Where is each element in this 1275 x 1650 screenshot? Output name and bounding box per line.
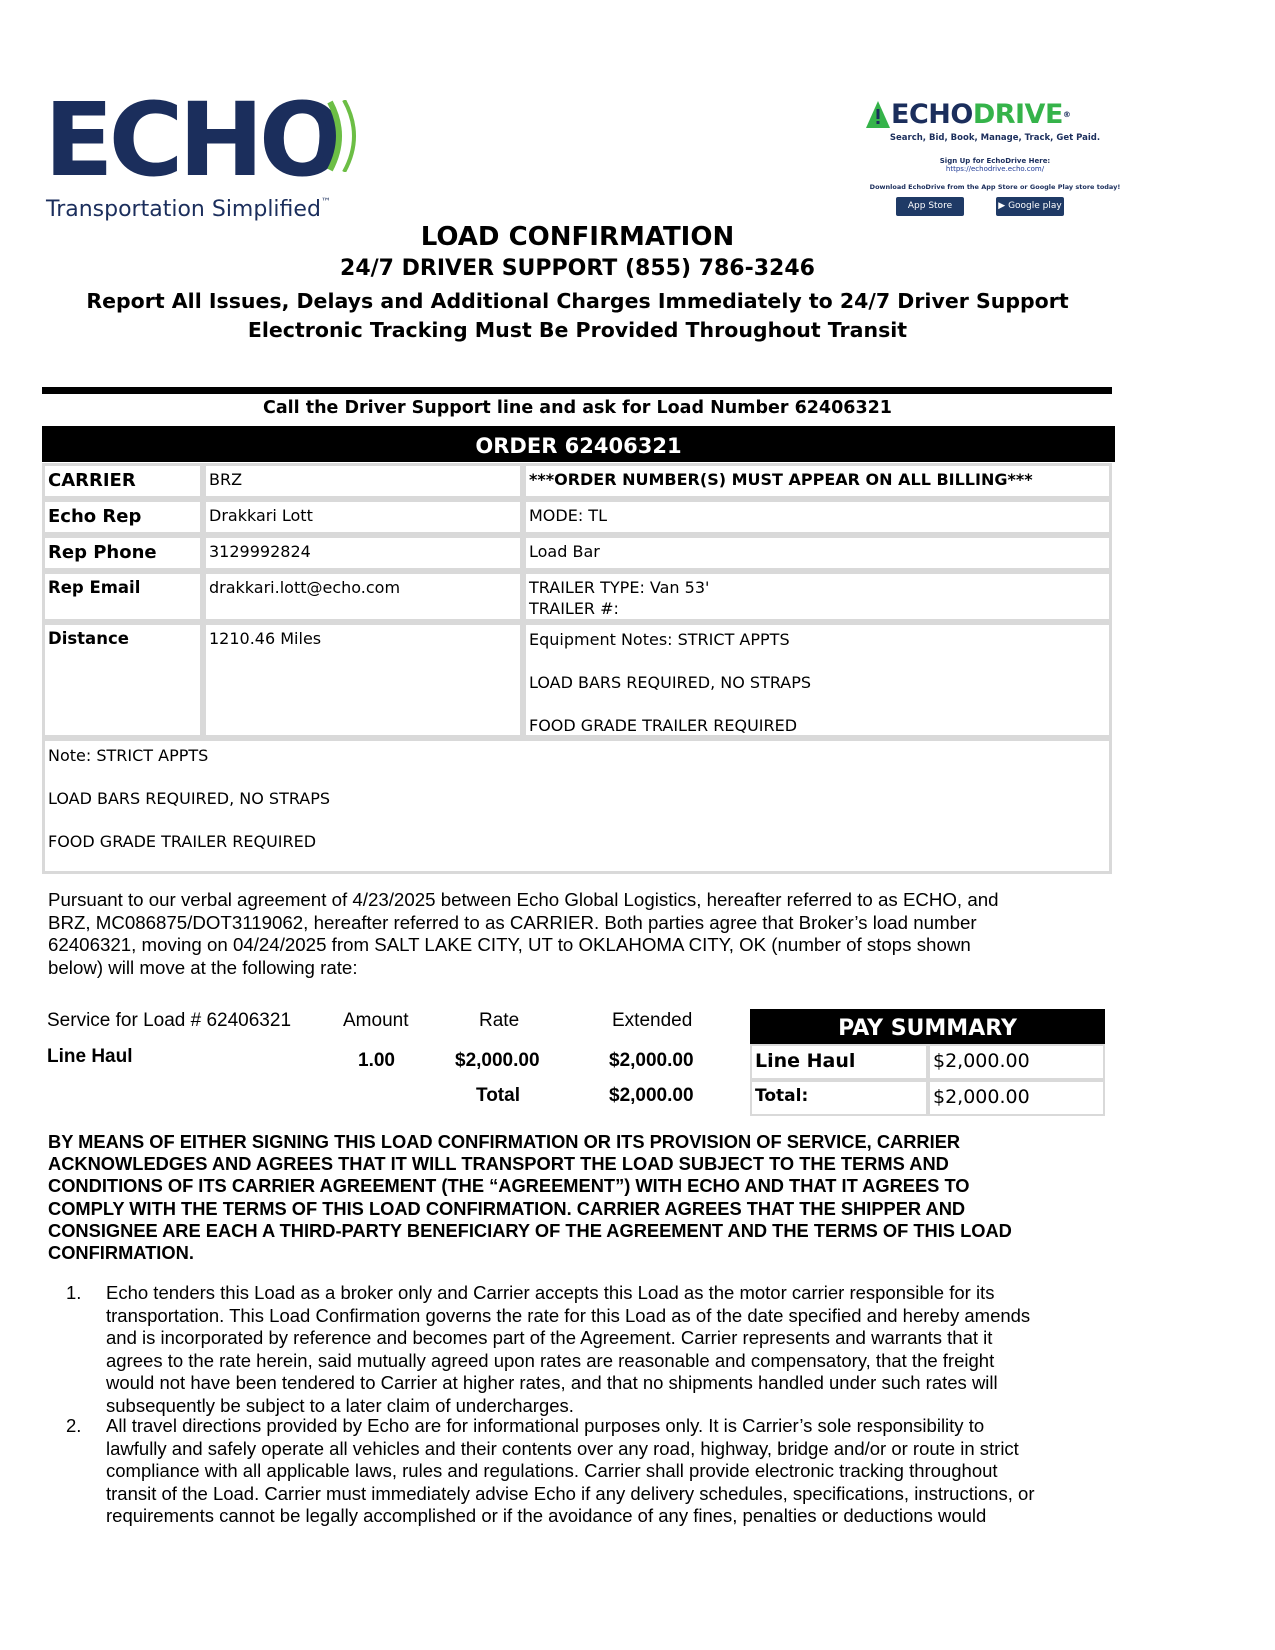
pay-total-value: $2,000.00 — [928, 1080, 1105, 1116]
echodrive-drive: DRIVE — [972, 99, 1063, 130]
report-notice: Report All Issues, Delays and Additional Charges Immediately to 24/7 Driver Support — [86, 289, 1069, 313]
app-store-label: App Store — [907, 201, 953, 211]
term-number: 2. — [66, 1415, 82, 1436]
term-line: transportation. This Load Confirmation governs the rate for this Load as of the date specified and hereby amends — [106, 1304, 1031, 1326]
equipment-note-1: Equipment Notes: STRICT APPTS — [529, 630, 790, 649]
echodrive-promo — [865, 100, 1125, 221]
echodrive-signup-label: Sign Up for EchoDrive Here: — [939, 157, 1051, 165]
billing-notice: ***ORDER NUMBER(S) MUST APPEAR ON ALL BILLING*** — [523, 463, 1112, 499]
tagline-text: Transportation Simplified — [46, 197, 321, 222]
echodrive-download-text: Download EchoDrive from the App Store or Google Play store today! — [869, 183, 1121, 191]
rep-phone-label: Rep Phone — [42, 535, 203, 571]
rate-service: Line Haul — [47, 1046, 133, 1067]
mode-value: MODE: TL — [523, 499, 1112, 535]
driver-support-line: 24/7 DRIVER SUPPORT (855) 786-3246 — [340, 256, 815, 281]
app-store-button[interactable] — [896, 197, 964, 216]
play-icon: ▶ — [998, 201, 1009, 211]
rate-rate: $2,000.00 — [455, 1050, 540, 1071]
echodrive-signup-link[interactable]: https://echodrive.echo.com/ — [945, 165, 1045, 173]
load-bar-value: Load Bar — [523, 535, 1112, 571]
terms-intro-line: CONFIRMATION. — [48, 1242, 194, 1264]
terms-intro-line: COMPLY WITH THE TERMS OF THIS LOAD CONFIRMATION. CARRIER AGREES THAT THE SHIPPER AND — [48, 1197, 966, 1219]
logo-tagline — [46, 197, 331, 222]
page-title: LOAD CONFIRMATION — [420, 222, 735, 252]
term-line: would not have been tendered to Carrier at higher rates, and that no shipments handled under such rates will — [106, 1372, 998, 1393]
term-line: compliance with all applicable laws, rules and regulations. Carrier shall provide electronic tracking throughout — [106, 1460, 998, 1481]
rate-total-value: $2,000.00 — [609, 1085, 694, 1106]
rep-email-value[interactable]: drakkari.lott@echo.com — [203, 571, 523, 622]
note-2: LOAD BARS REQUIRED, NO STRAPS — [48, 789, 331, 808]
echodrive-tagline: Search, Bid, Book, Manage, Track, Get Paid. — [889, 133, 1101, 143]
term-1 — [106, 1282, 1030, 1417]
pay-line-haul-label: Line Haul — [750, 1044, 928, 1080]
term-line: Echo tenders this Load as a broker only and Carrier accepts this Load as the motor carrier responsible for its — [106, 1282, 995, 1303]
order-banner: ORDER 62406321 — [42, 426, 1115, 462]
agreement-line: below) will move at the following rate: — [48, 956, 358, 978]
rate-header-extended: Extended — [612, 1010, 693, 1031]
echo-wordmark: ECHO — [44, 81, 341, 200]
call-instruction: Call the Driver Support line and ask for Load Number 62406321 — [262, 398, 892, 418]
term-line: All travel directions provided by Echo are for informational purposes only. It is Carrier’s sole responsibility to — [106, 1415, 985, 1436]
echo-logo — [44, 81, 341, 200]
equipment-note-3: FOOD GRADE TRAILER REQUIRED — [529, 716, 798, 735]
order-notes — [42, 738, 1112, 874]
agreement-line: 62406321, moving on 04/24/2025 from SALT LAKE CITY, UT to OKLAHOMA CITY, OK (number of stops shown — [48, 934, 971, 955]
tracking-notice: Electronic Tracking Must Be Provided Throughout Transit — [247, 318, 908, 342]
agreement-line: BRZ, MC086875/DOT3119062, hereafter referred to as CARRIER. Both parties agree that Broker’s load number — [48, 911, 977, 933]
trailer-type: TRAILER TYPE: Van 53' — [529, 578, 710, 597]
terms-intro-line: ACKNOWLEDGES AND AGREES THAT IT WILL TRANSPORT THE LOAD SUBJECT TO THE TERMS AND — [48, 1153, 949, 1175]
echodrive-echo: ECHO — [891, 99, 973, 130]
term-line: transit of the Load. Carrier must immediately advise Echo if any delivery schedules, specifications, instructions, or — [106, 1482, 1035, 1504]
rate-total-label: Total — [476, 1085, 520, 1106]
terms-intro-line: CONSIGNEE ARE EACH A THIRD-PARTY BENEFICIARY OF THE AGREEMENT AND THE TERMS OF THIS LOAD — [48, 1219, 1012, 1241]
distance-label: Distance — [42, 622, 203, 738]
agreement-line: Pursuant to our verbal agreement of 4/23/2025 between Echo Global Logistics, hereafter referred to as ECHO, and — [48, 889, 999, 910]
trailer-number: TRAILER #: — [529, 599, 619, 618]
note-3: FOOD GRADE TRAILER REQUIRED — [48, 832, 317, 851]
echodrive-brand — [891, 100, 1070, 130]
term-line: lawfully and safely operate all vehicles and their contents over any road, highway, bridge and/or or route in strict — [106, 1437, 1019, 1459]
carrier-value: BRZ — [203, 463, 523, 499]
registered-mark: ® — [1062, 110, 1071, 119]
rep-email-label: Rep Email — [42, 571, 203, 622]
pay-summary-title: PAY SUMMARY — [750, 1009, 1105, 1044]
header-divider — [42, 387, 1112, 394]
distance-value: 1210.46 Miles — [203, 622, 523, 738]
rep-phone-value: 3129992824 — [203, 535, 523, 571]
equipment-note-2: LOAD BARS REQUIRED, NO STRAPS — [529, 673, 812, 692]
term-line: agrees to the rate herein, said mutually agreed upon rates are reasonable and compensatory, that the freight — [106, 1349, 995, 1371]
terms-intro — [48, 1131, 1012, 1264]
google-play-button[interactable] — [996, 197, 1064, 216]
google-play-label: Google play — [1008, 201, 1062, 211]
rate-extended: $2,000.00 — [609, 1050, 694, 1071]
agreement-paragraph — [48, 889, 999, 979]
term-line: subsequently be subject to a later claim of undercharges. — [106, 1394, 574, 1416]
term-number: 1. — [66, 1282, 82, 1303]
trademark-mark: ™ — [320, 197, 331, 208]
pay-total-label: Total: — [750, 1080, 928, 1116]
term-2 — [106, 1415, 1035, 1528]
terms-intro-line: BY MEANS OF EITHER SIGNING THIS LOAD CONFIRMATION OR ITS PROVISION OF SERVICE, CARRIER — [48, 1131, 961, 1152]
note-1: Note: STRICT APPTS — [48, 746, 209, 765]
road-warning-icon — [865, 100, 891, 130]
term-line: requirements cannot be legally accomplished or if the avoidance of any fines, penalties or deductions would — [106, 1505, 987, 1526]
signal-waves-icon — [312, 100, 364, 172]
rate-header-service: Service for Load # 62406321 — [47, 1010, 292, 1031]
pay-line-haul-value: $2,000.00 — [928, 1044, 1105, 1080]
echo-rep-label: Echo Rep — [42, 499, 203, 535]
carrier-label: CARRIER — [42, 463, 203, 499]
rate-amount: 1.00 — [358, 1050, 395, 1071]
echo-rep-value: Drakkari Lott — [203, 499, 523, 535]
trailer-info — [523, 571, 1112, 622]
equipment-notes — [523, 622, 1112, 738]
term-line: and is incorporated by reference and becomes part of the Agreement. Carrier represents and warrants that it — [106, 1327, 993, 1348]
rate-header-rate: Rate — [479, 1010, 520, 1031]
terms-intro-line: CONDITIONS OF ITS CARRIER AGREEMENT (THE “AGREEMENT”) WITH ECHO AND THAT IT AGREES TO — [48, 1175, 970, 1197]
rate-header-amount: Amount — [343, 1010, 409, 1031]
